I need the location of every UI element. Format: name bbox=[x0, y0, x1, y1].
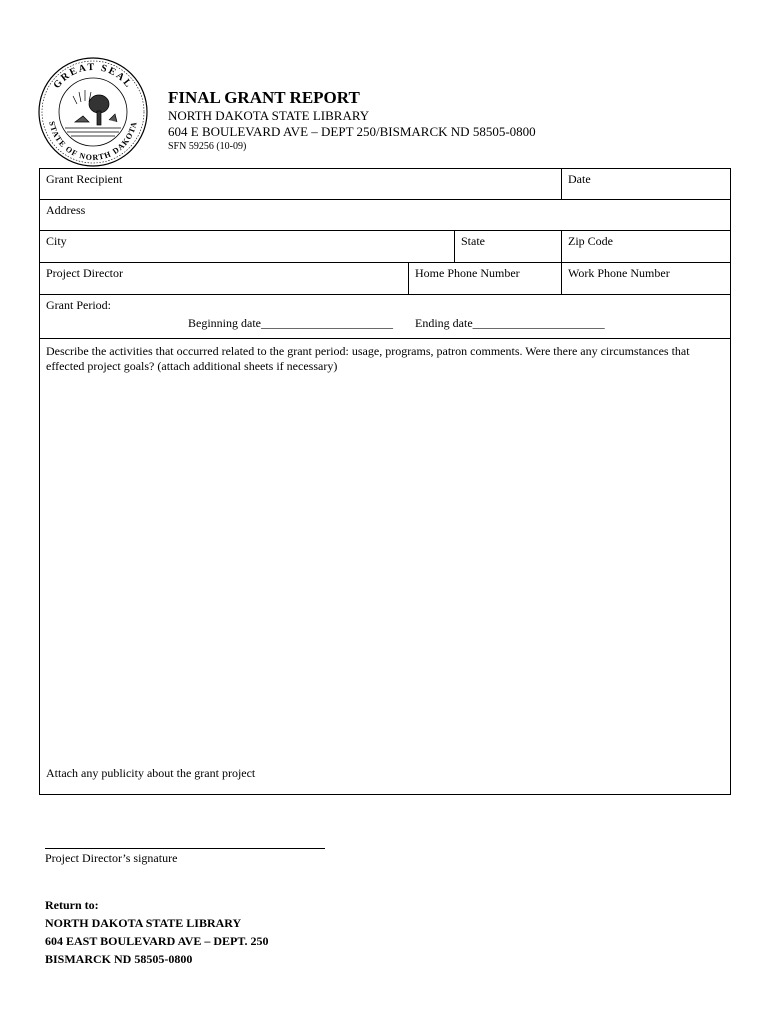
ending-date-field[interactable]: Ending date______________________ bbox=[415, 316, 605, 330]
row-address bbox=[40, 200, 730, 231]
state-field[interactable] bbox=[454, 231, 561, 262]
address-label: Address bbox=[46, 203, 86, 217]
attach-publicity-note: Attach any publicity about the grant project bbox=[46, 766, 256, 780]
form-header bbox=[168, 88, 536, 154]
return-line-1: NORTH DAKOTA STATE LIBRARY bbox=[45, 916, 242, 930]
row-city bbox=[40, 231, 730, 263]
row-director bbox=[40, 263, 730, 295]
signature-label: Project Director’s signature bbox=[45, 851, 178, 865]
signature-line[interactable] bbox=[45, 848, 325, 849]
seal-scene bbox=[65, 90, 121, 136]
beginning-date-field[interactable]: Beginning date______________________ bbox=[188, 316, 393, 330]
return-heading: Return to: bbox=[45, 898, 99, 912]
form-title: FINAL GRANT REPORT bbox=[168, 88, 360, 107]
agency-name: NORTH DAKOTA STATE LIBRARY bbox=[168, 108, 370, 123]
grant-recipient-label: Grant Recipient bbox=[46, 172, 123, 186]
zip-label: Zip Code bbox=[568, 234, 613, 248]
seal-top-text: GREAT SEAL bbox=[51, 61, 135, 91]
return-address bbox=[45, 896, 269, 968]
zip-field[interactable] bbox=[561, 231, 730, 262]
form-number: SFN 59256 (10-09) bbox=[168, 141, 247, 152]
work-phone-label: Work Phone Number bbox=[568, 266, 670, 280]
agency-address: 604 E BOULEVARD AVE – DEPT 250/BISMARCK ND 58505-0800 bbox=[168, 124, 536, 139]
return-line-2: 604 EAST BOULEVARD AVE – DEPT. 250 bbox=[45, 934, 269, 948]
project-director-field[interactable] bbox=[40, 263, 408, 294]
return-line-3: BISMARCK ND 58505-0800 bbox=[45, 952, 193, 966]
project-director-label: Project Director bbox=[46, 266, 123, 280]
grant-period-label: Grant Period: bbox=[46, 298, 111, 312]
date-label: Date bbox=[568, 172, 591, 186]
grant-report-form bbox=[39, 168, 731, 795]
state-label: State bbox=[461, 234, 485, 248]
seal-bottom-text: STATE OF NORTH DAKOTA bbox=[47, 120, 139, 163]
city-label: City bbox=[46, 234, 67, 248]
address-field[interactable] bbox=[40, 200, 730, 230]
row-description[interactable] bbox=[40, 339, 730, 794]
description-prompt: Describe the activities that occurred related to the grant period: usage, programs, patron comments. Were there any circumstances that effected project goals? (attach additional sheets if necessary) bbox=[46, 344, 690, 373]
city-field[interactable] bbox=[40, 231, 454, 262]
row-recipient bbox=[40, 169, 730, 200]
home-phone-label: Home Phone Number bbox=[415, 266, 520, 280]
state-seal-logo bbox=[37, 56, 149, 168]
grant-recipient-field[interactable] bbox=[40, 169, 561, 199]
date-field[interactable] bbox=[561, 169, 730, 199]
row-grant-period bbox=[40, 295, 730, 339]
work-phone-field[interactable] bbox=[561, 263, 730, 294]
home-phone-field[interactable] bbox=[408, 263, 561, 294]
